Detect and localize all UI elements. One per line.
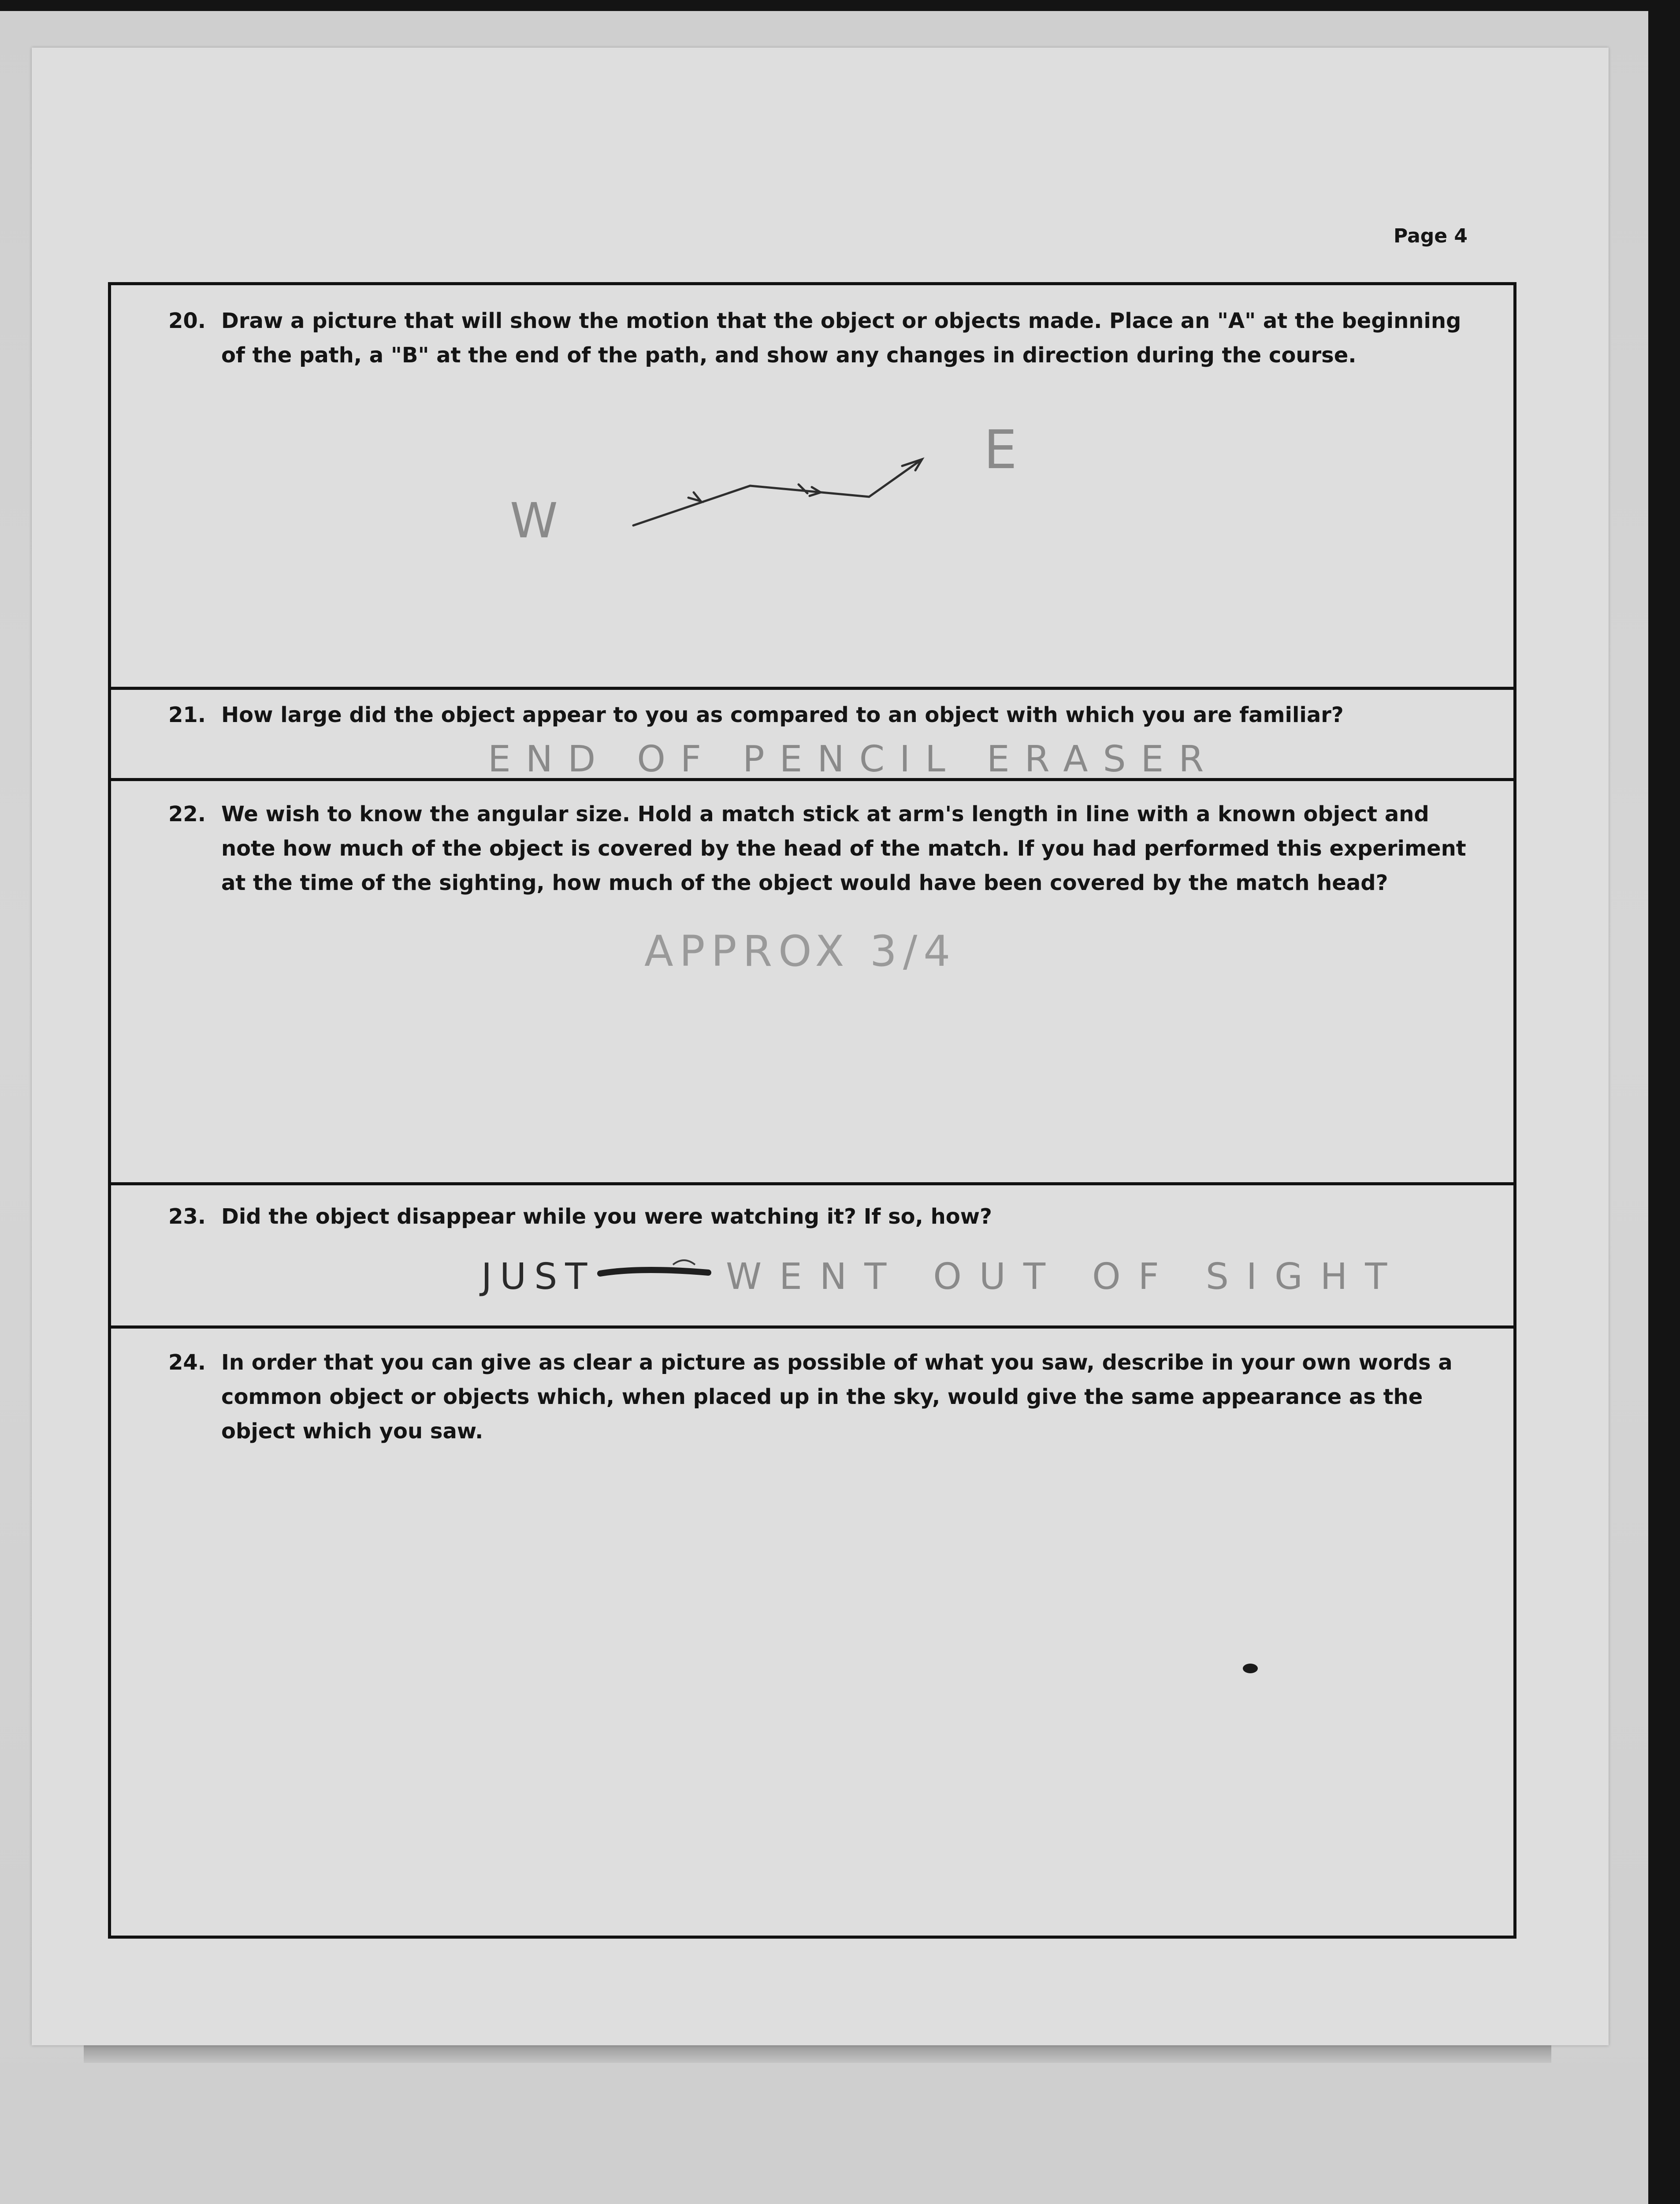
question-24-section [111,1329,1513,1936]
question-text: Did the object disappear while you were watching it? If so, how? [221,1204,992,1229]
question-23-section [111,1185,1513,1329]
question-number: 24. [168,1350,206,1375]
question-number: 22. [168,802,206,826]
lower-backing-paper [0,2063,1648,2204]
arrow-head-1 [688,492,701,501]
path-segment-1 [633,486,750,525]
question-text: Draw a picture that will show the motion that the object or objects made. Place an "A" at the beginning of the path, a "B" at the end of the path, and show any changes in direction during the course. [221,309,1461,368]
tick-mark-1 [799,484,807,493]
question-text: How large did the object appear to you as compared to an object with which you are familiar? [221,703,1344,727]
question-24-prompt [168,1345,1473,1448]
answer-22-text: APPROX 3/4 [644,927,957,976]
answer-23-first-word: JUST [481,1256,595,1298]
answer-21-text: END OF PENCIL ERASER [488,738,1219,780]
east-label: E [984,420,1024,481]
answer-23-rest: WENT OUT OF SIGHT [726,1256,1405,1298]
page-number: Page 4 [1394,225,1468,247]
questionnaire-form [108,282,1516,1939]
question-22-prompt [168,797,1473,900]
question-text: In order that you can give as clear a picture as possible of what you saw, describe in your own words a common object or objects which, when placed up in the sky, would give the same appearance as the object which you saw. [221,1350,1453,1444]
motion-path-sketch [111,285,1513,687]
question-22-section [111,781,1513,1185]
west-label: W [510,492,565,549]
ink-speck [1243,1664,1258,1673]
arrow-head-3 [902,459,922,470]
question-number: 23. [168,1204,206,1229]
question-number: 20. [168,309,206,333]
question-number: 21. [168,703,206,727]
question-text: We wish to know the angular size. Hold a match stick at arm's length in line with a known object and note how much of the object is covered by the head of the match. If you had performed this experiment at the time of the sighting, how much of the object would have been covered by the match head? [221,802,1466,895]
question-20-section [111,285,1513,690]
sheet-shadow-edge [84,2045,1551,2063]
path-segment-3 [869,459,922,497]
question-21-section [111,690,1513,781]
question-21-prompt [168,698,1473,732]
